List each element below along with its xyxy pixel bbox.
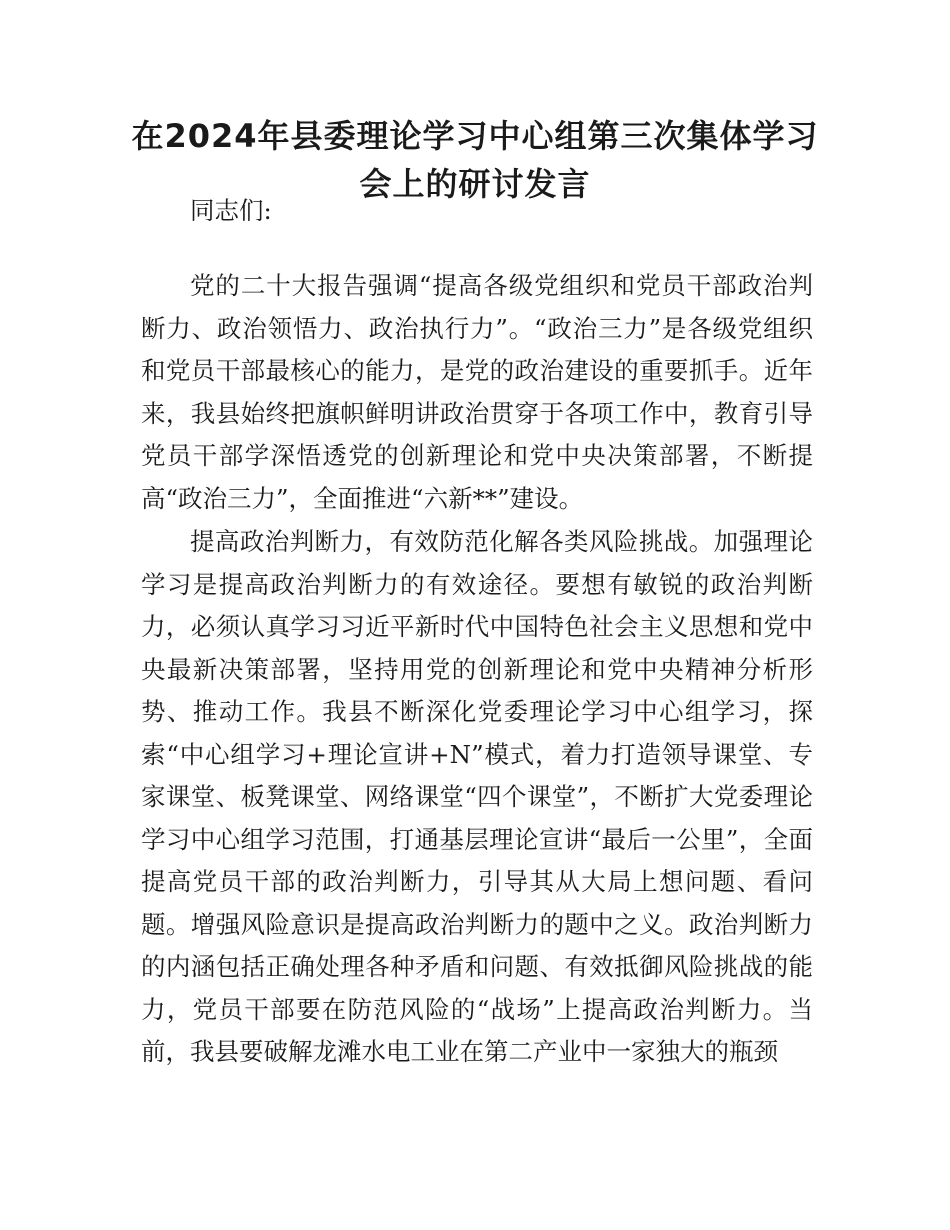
title-line-2: 会上的研讨发言	[359, 165, 591, 203]
greeting: 同志们:	[190, 196, 272, 225]
paragraph-1: 党的二十大报告强调“提高各级党组织和党员干部政治判断力、政治领悟力、政治执行力”。“政治三力”是各级党组织和党员干部最核心的能力，是党的政治建设的重要抓手。近年来，我县始终把旗帜鲜明讲政治贯穿于各项工作中，教育引导党员干部学深悟透党的创新理论和党中央决策部署，不断提高“政治三力”，全面推进“六新**”建设。	[141, 271, 813, 513]
paragraph-2: 提高政治判断力，有效防范化解各类风险挑战。加强理论学习是提高政治判断力的有效途径。要想有敏锐的政治判断力，必须认真学习习近平新时代中国特色社会主义思想和党中央最新决策部署，坚持用党的创新理论和党中央精神分析形势、推动工作。我县不断深化党委理论学习中心组学习，探索“中心组学习+理论宣讲+N”模式，着力打造领导课堂、专家课堂、板凳课堂、网络课堂“四个课堂”，不断扩大党委理论学习中心组学习范围，打通基层理论宣讲“最后一公里”，全面提高党员干部的政治判断力，引导其从大局上想问题、看问题。增强风险意识是提高政治判断力的题中之义。政治判断力的内涵包括正确处理各种矛盾和问题、有效抵御风险挑战的能力，党员干部要在防范风险的“战场”上提高政治判断力。当前，我县要破解龙滩水电工业在第二产业中一家独大的瓶颈	[141, 527, 813, 1066]
title-line-1: 在2024年县委理论学习中心组第三次集体学习	[131, 117, 819, 155]
